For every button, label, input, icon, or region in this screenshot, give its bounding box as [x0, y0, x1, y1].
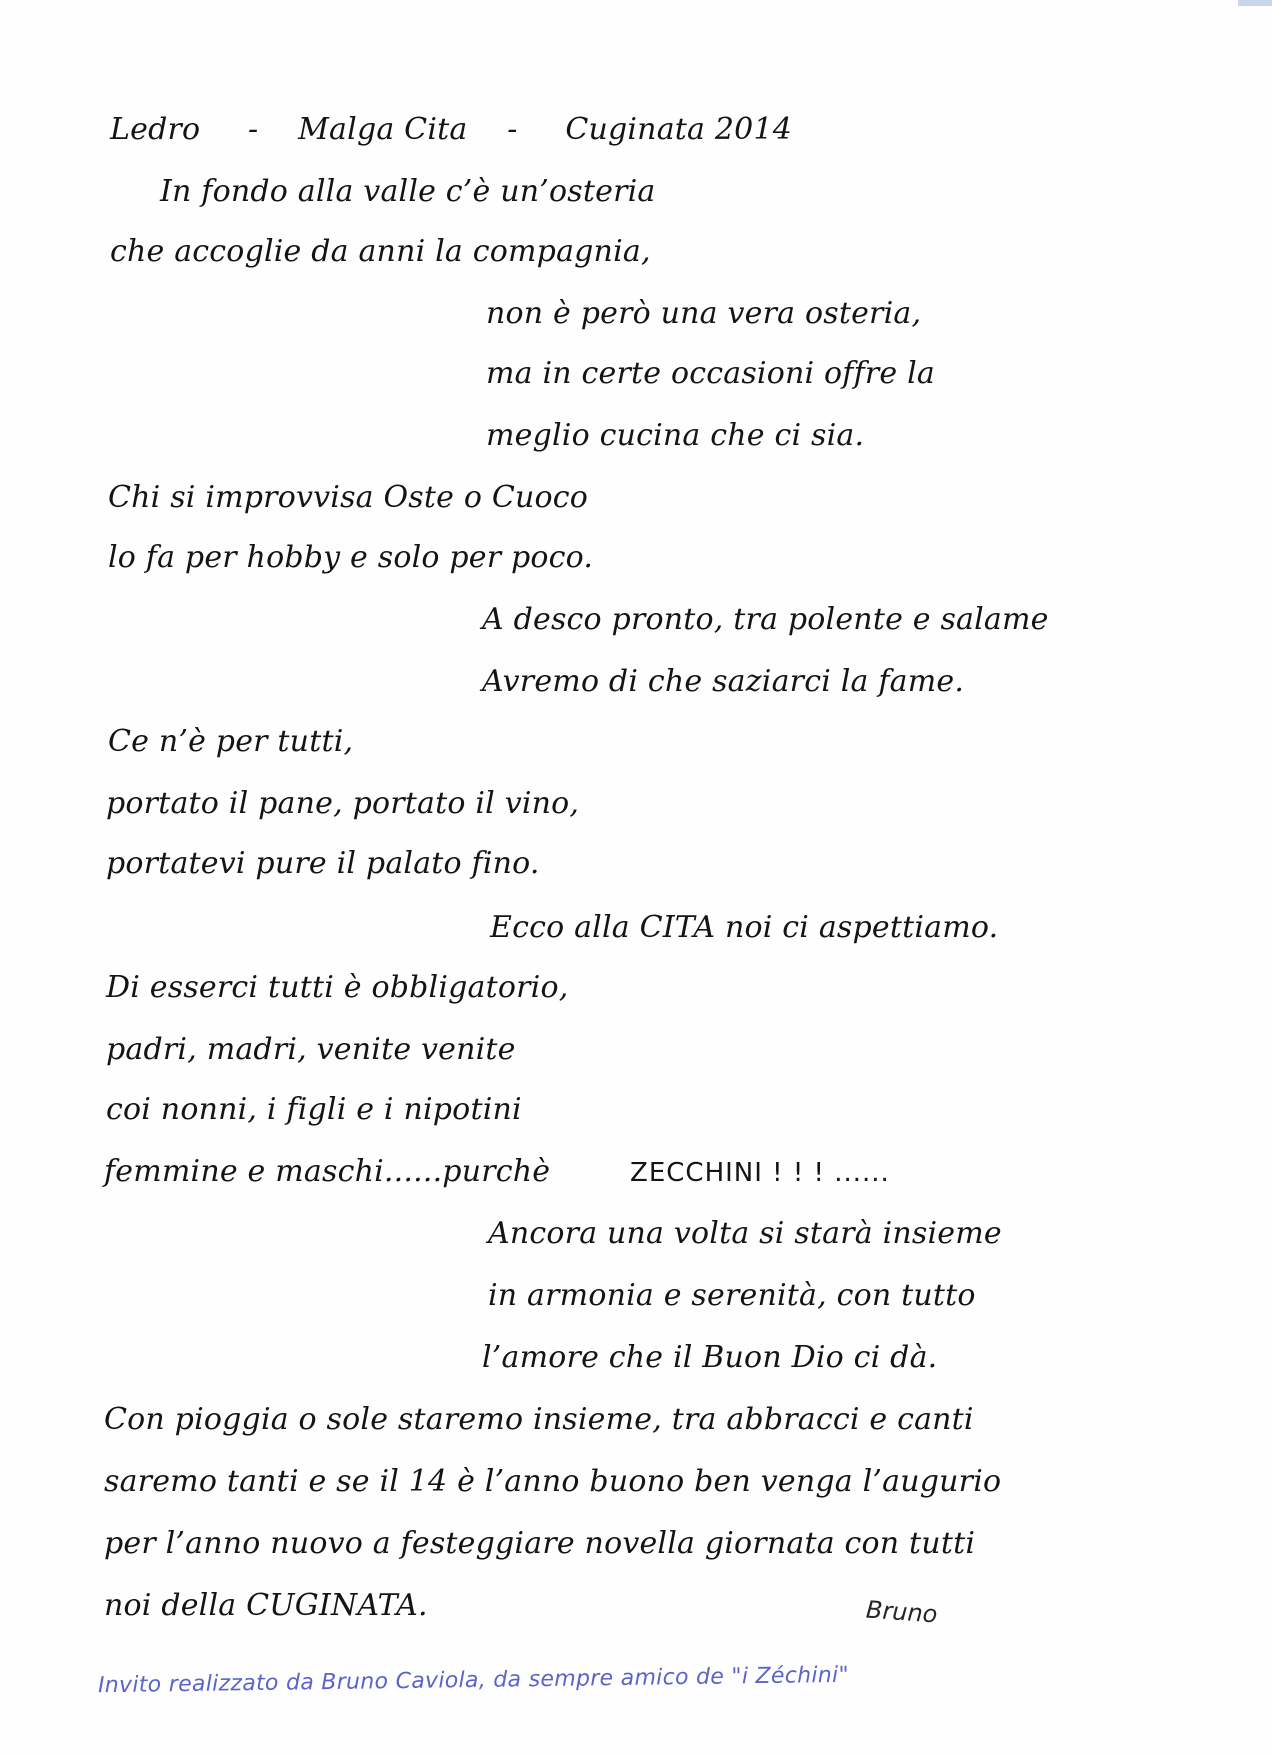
title-place: Ledro — [110, 112, 201, 147]
signature: Bruno — [865, 1595, 939, 1629]
poem-line: A desco pronto, tra polente e salame — [482, 602, 1049, 637]
poem-line: Ancora una volta si starà insieme — [488, 1216, 1002, 1251]
zecchini-exclamation: ZECCHINI ! ! ! ...... — [630, 1158, 890, 1188]
title-separator: - — [248, 112, 259, 147]
poem-line: portatevi pure il palato fino. — [106, 846, 540, 881]
title-event: Cuginata 2014 — [565, 112, 793, 147]
poem-line: Avremo di che saziarci la fame. — [482, 664, 965, 699]
footer-note: Invito realizzato da Bruno Caviola, da sempre amico de "i Zéchini" — [97, 1662, 850, 1699]
poem-line: ma in certe occasioni offre la — [486, 356, 935, 391]
poem-line: in armonia e serenità, con tutto — [488, 1278, 976, 1313]
poem-line: saremo tanti e se il 14 è l’anno buono ben venga l’augurio — [104, 1464, 1002, 1499]
poem-line: noi della CUGINATA. — [104, 1588, 428, 1623]
poem-line: portato il pane, portato il vino, — [106, 786, 580, 821]
poem-line: Di esserci tutti è obbligatorio, — [106, 970, 569, 1005]
poem-line: padri, madri, venite venite — [106, 1032, 516, 1067]
title-venue: Malga Cita — [298, 112, 468, 147]
poem-line: l’amore che il Buon Dio ci dà. — [482, 1340, 938, 1375]
poem-line: Ce n’è per tutti, — [108, 724, 354, 759]
scan-edge-mark — [1238, 0, 1272, 6]
poem-line-text: femmine e maschi......purchè — [104, 1154, 551, 1189]
poem-line-zecchini — [104, 1154, 890, 1191]
poem-line: non è però una vera osteria, — [486, 296, 922, 331]
poem-line: Con pioggia o sole staremo insieme, tra abbracci e canti — [104, 1402, 974, 1437]
poem-line: per l’anno nuovo a festeggiare novella giornata con tutti — [104, 1526, 976, 1561]
poem-line: che accoglie da anni la compagnia, — [110, 234, 651, 269]
poem-line: coi nonni, i figli e i nipotini — [106, 1092, 522, 1127]
document-title — [110, 112, 792, 148]
poem-line: Chi si improvvisa Oste o Cuoco — [108, 480, 589, 515]
poem-line: lo fa per hobby e solo per poco. — [108, 540, 594, 575]
poem-line: meglio cucina che ci sia. — [486, 418, 865, 453]
poem-line: Ecco alla CITA noi ci aspettiamo. — [490, 910, 999, 945]
title-separator: - — [507, 112, 518, 147]
poem-line: In fondo alla valle c’è un’osteria — [160, 174, 656, 209]
